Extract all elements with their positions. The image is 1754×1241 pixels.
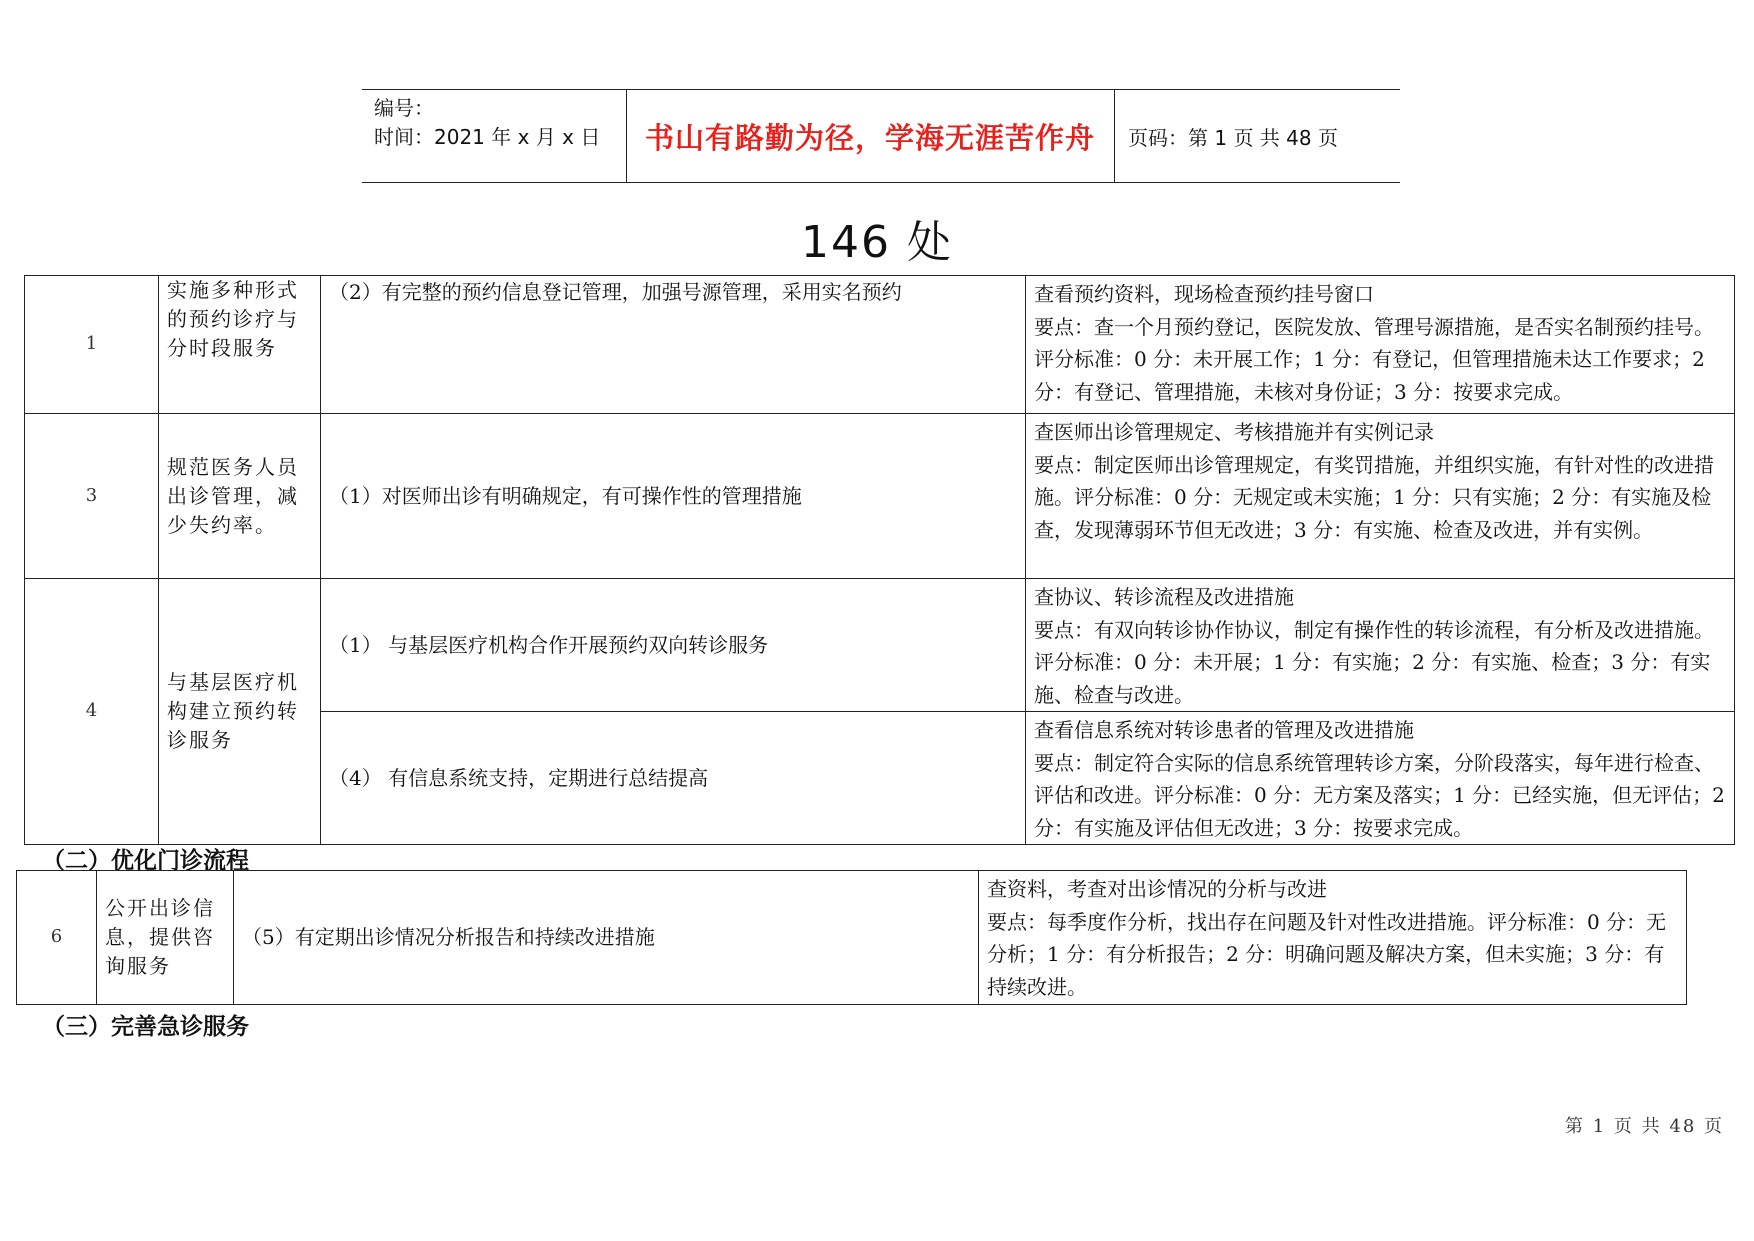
section-heading: （二）优化门诊流程: [42, 847, 249, 874]
check-title: 查医师出诊管理规定、考核措施并有实例记录: [1034, 420, 1434, 444]
table-row: [25, 414, 1735, 579]
page-footer: 第 1 页 共 48 页: [1565, 1116, 1724, 1137]
check-body: 要点：查一个月预约登记，医院发放、管理号源措施，是否实名制预约挂号。评分标准：0 分：未开展工作；1 分：有登记，但管理措施未达工作要求；2 分：有登记、管理措施，未核对身份证；3 分：按要求完成。: [1034, 314, 1714, 404]
header-divider: [1114, 90, 1115, 182]
check-method: [1026, 414, 1735, 579]
check-body: 要点：每季度作分析，找出存在问题及针对性改进措施。评分标准：0 分：无分析；1 分：有分析报告；2 分：明确问题及解决方案，但未实施；3 分：有持续改进。: [987, 909, 1667, 999]
row-number: 6: [17, 871, 97, 1005]
item-name: 实施多种形式的预约诊疗与分时段服务: [159, 276, 321, 414]
page-title: 146 处: [801, 217, 953, 268]
table-row: [25, 276, 1735, 414]
item-name: 与基层医疗机构建立预约转诊服务: [159, 579, 321, 845]
table-row: [25, 579, 1735, 712]
check-body: 要点：制定符合实际的信息系统管理转诊方案，分阶段落实，每年进行检查、评估和改进。评分标准：0 分：无方案及落实；1 分：已经实施，但无评估；2 分：有实施及评估但无改进；3 分：按要求完成。: [1034, 750, 1725, 840]
check-title: 查协议、转诊流程及改进措施: [1034, 585, 1294, 609]
requirement: （1） 与基层医疗机构合作开展预约双向转诊服务: [321, 579, 1026, 712]
check-body: 要点：有双向转诊协作协议，制定有操作性的转诊流程，有分析及改进措施。评分标准：0 分：未开展；1 分：有实施；2 分：有实施、检查；3 分：有实施、检查与改进。: [1034, 617, 1714, 707]
section-heading: （三）完善急诊服务: [42, 1013, 249, 1040]
row-number: 3: [25, 414, 159, 579]
evaluation-table-2: [16, 870, 1687, 1005]
requirement: （1）对医师出诊有明确规定，有可操作性的管理措施: [321, 414, 1026, 579]
check-method: [1026, 712, 1735, 845]
row-number: 1: [25, 276, 159, 414]
check-method: [1026, 579, 1735, 712]
check-body: 要点：制定医师出诊管理规定，有奖罚措施，并组织实施，有针对性的改进措施。评分标准：0 分：无规定或未实施；1 分：只有实施；2 分：有实施及检查，发现薄弱环节但无改进；3 分：有实施、检查及改进，并有实例。: [1034, 452, 1714, 542]
table-row: [17, 871, 1687, 1005]
item-name: 规范医务人员出诊管理，减少失约率。: [159, 414, 321, 579]
header-motto: 书山有路勤为径，学海无涯苦作舟: [644, 120, 1095, 155]
check-title: 查看信息系统对转诊患者的管理及改进措施: [1034, 718, 1414, 742]
item-name: 公开出诊信息，提供咨询服务: [97, 871, 234, 1005]
number-label: 编号：: [374, 96, 434, 120]
check-title: 查资料，考查对出诊情况的分析与改进: [987, 877, 1327, 901]
row-number: 4: [25, 579, 159, 845]
evaluation-table-1: [24, 275, 1735, 845]
check-method: [1026, 276, 1735, 414]
time-label: 时间：2021 年 x 月 x 日: [374, 125, 601, 149]
header-page-info: 页码：第 1 页 共 48 页: [1128, 125, 1338, 150]
requirement: （2）有完整的预约信息登记管理，加强号源管理，采用实名预约: [321, 276, 1026, 414]
document-header: [362, 89, 1400, 183]
check-method: [979, 871, 1687, 1005]
header-meta: [374, 94, 600, 152]
requirement: （5）有定期出诊情况分析报告和持续改进措施: [234, 871, 979, 1005]
check-title: 查看预约资料，现场检查预约挂号窗口: [1034, 282, 1374, 306]
requirement: （4） 有信息系统支持，定期进行总结提高: [321, 712, 1026, 845]
